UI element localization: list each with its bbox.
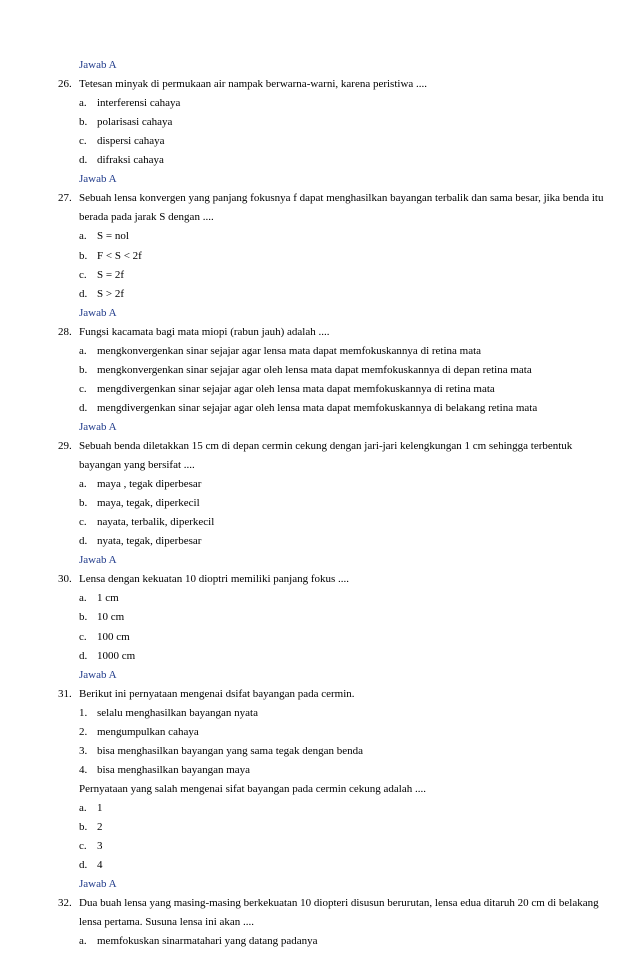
option-label: 2. (79, 726, 88, 738)
question-text: berada pada jarak S dengan .... (79, 211, 214, 223)
option-label: a. (79, 592, 87, 604)
option-label: d. (79, 154, 88, 166)
option-label: c. (79, 840, 87, 852)
option-text: mengkonvergenkan sinar sejajar agar lensa mata dapat memfokuskannya di retina mata (97, 345, 482, 357)
option-text: bisa menghasilkan bayangan yang sama tegak dengan benda (97, 745, 364, 757)
option-text: 4 (97, 859, 103, 871)
option-text: nyata, tegak, diperbesar (97, 535, 202, 547)
answer-key-text: Jawab A (79, 554, 117, 566)
option-label: 1. (79, 707, 88, 719)
option-label: b. (79, 611, 88, 623)
answer-key-text: Jawab A (79, 421, 117, 433)
option-label: c. (79, 631, 87, 643)
answer-key-text: Jawab A (79, 307, 117, 319)
option-label: d. (79, 402, 88, 414)
question-number: 27. (58, 192, 72, 204)
question-text: Sebuah lensa konvergen yang panjang fokusnya f dapat menghasilkan bayangan terbalik dan sama besar, jika benda itu (79, 192, 604, 204)
option-text: 100 cm (97, 631, 130, 643)
option-label: b. (79, 821, 88, 833)
option-label: d. (79, 288, 88, 300)
option-text: mengdivergenkan sinar sejajar agar oleh lensa mata dapat memfokuskannya di retina mata (97, 383, 495, 395)
question-text: bayangan yang bersifat .... (79, 459, 195, 471)
option-label: b. (79, 497, 88, 509)
option-label: 4. (79, 764, 88, 776)
option-label: a. (79, 802, 87, 814)
question-number: 29. (58, 440, 72, 452)
question-text: Pernyataan yang salah mengenai sifat bayangan pada cermin cekung adalah .... (79, 783, 426, 795)
option-text: polarisasi cahaya (97, 116, 173, 128)
option-text: maya , tegak diperbesar (97, 478, 202, 490)
option-text: nayata, terbalik, diperkecil (97, 516, 215, 528)
option-label: c. (79, 269, 87, 281)
option-text: bisa menghasilkan bayangan maya (97, 764, 251, 776)
option-label: b. (79, 250, 88, 262)
option-label: b. (79, 116, 88, 128)
option-label: a. (79, 230, 87, 242)
option-label: d. (79, 859, 88, 871)
option-text: 1 (97, 802, 103, 814)
option-label: a. (79, 97, 87, 109)
option-label: b. (79, 364, 88, 376)
option-text: difraksi cahaya (97, 154, 164, 166)
answer-key-text: Jawab A (79, 878, 117, 890)
option-text: S = 2f (97, 269, 124, 281)
option-text: 2 (97, 821, 103, 833)
question-text: Tetesan minyak di permukaan air nampak berwarna-warni, karena peristiwa .... (79, 78, 428, 90)
option-label: a. (79, 345, 87, 357)
option-label: c. (79, 516, 87, 528)
option-text: 1 cm (97, 592, 119, 604)
question-text: Lensa dengan kekuatan 10 dioptri memiliki panjang fokus .... (79, 573, 350, 585)
option-text: 10 cm (97, 611, 125, 623)
option-label: d. (79, 535, 88, 547)
option-label: a. (79, 935, 87, 947)
option-label: d. (79, 650, 88, 662)
answer-key-text: Jawab A (79, 59, 117, 71)
option-label: a. (79, 478, 87, 490)
answer-key-text: Jawab A (79, 173, 117, 185)
answer-key-text: Jawab A (79, 669, 117, 681)
option-text: selalu menghasilkan bayangan nyata (97, 707, 258, 719)
option-text: 1000 cm (97, 650, 136, 662)
question-text: Sebuah benda diletakkan 15 cm di depan cermin cekung dengan jari-jari kelengkungan 1 cm sehingga terbentuk (79, 440, 573, 452)
option-text: maya, tegak, diperkecil (97, 497, 200, 509)
option-label: c. (79, 383, 87, 395)
question-number: 28. (58, 326, 72, 338)
question-text: Fungsi kacamata bagi mata miopi (rabun jauh) adalah .... (79, 326, 330, 338)
question-text: Berikut ini pernyataan mengenai dsifat bayangan pada cermin. (79, 688, 355, 700)
option-text: S = nol (97, 230, 129, 242)
option-text: interferensi cahaya (97, 97, 181, 109)
option-text: 3 (97, 840, 103, 852)
question-number: 32. (58, 897, 72, 909)
question-number: 30. (58, 573, 72, 585)
option-label: 3. (79, 745, 88, 757)
option-text: mengdivergenkan sinar sejajar agar oleh lensa mata dapat memfokuskannya di belakang retina mata (97, 402, 538, 414)
option-label: c. (79, 135, 87, 147)
option-text: S > 2f (97, 288, 124, 300)
option-text: mengkonvergenkan sinar sejajar agar oleh lensa mata dapat memfokuskannya di depan retina mata (97, 364, 532, 376)
option-text: mengumpulkan cahaya (97, 726, 199, 738)
question-number: 31. (58, 688, 72, 700)
option-text: F < S < 2f (97, 250, 142, 262)
question-number: 26. (58, 78, 72, 90)
question-text: lensa pertama. Susuna lensa ini akan .... (79, 916, 255, 928)
option-text: dispersi cahaya (97, 135, 165, 147)
option-text: memfokuskan sinarmatahari yang datang padanya (97, 935, 318, 947)
question-text: Dua buah lensa yang masing-masing berkekuatan 10 diopteri disusun berurutan, lensa edua ditaruh 20 cm di belakang (79, 897, 599, 909)
